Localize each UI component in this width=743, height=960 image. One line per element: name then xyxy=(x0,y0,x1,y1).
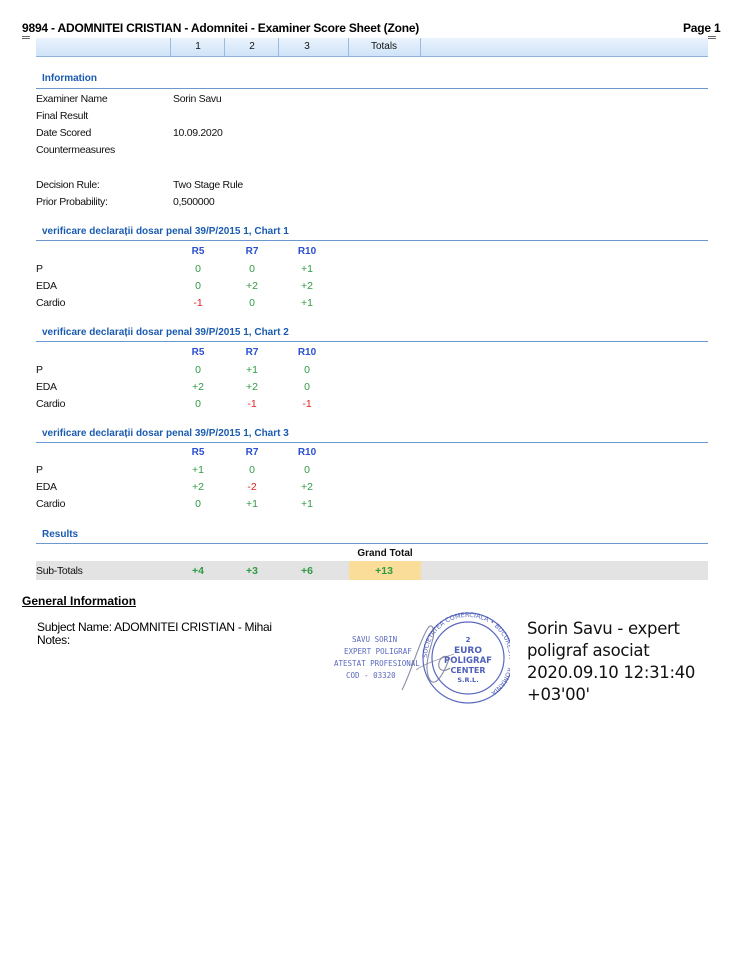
chart-3-score: 0 xyxy=(195,498,201,510)
chart-1-score: 0 xyxy=(195,280,201,292)
subtotals-label: Sub-Totals xyxy=(36,565,83,577)
chart-3-score: +2 xyxy=(301,481,313,493)
column-header-1: 1 xyxy=(195,41,201,52)
document-title: 9894 - ADOMNITEI CRISTIAN - Adomnitei - Examiner Score Sheet (Zone) xyxy=(22,21,420,35)
stamp-center-line: CENTER xyxy=(450,666,486,675)
section-divider xyxy=(36,88,708,89)
countermeasures-label: Countermeasures xyxy=(36,144,115,156)
prior-probability-value: 0,500000 xyxy=(173,196,215,208)
notes-label: Notes: xyxy=(37,633,70,647)
stamp-line: EXPERT POLIGRAF xyxy=(344,647,412,656)
chart-3-channel-cardio: Cardio xyxy=(36,498,66,510)
page-number: Page 1 xyxy=(683,21,721,35)
chart-2-question-r7: R7 xyxy=(245,347,259,358)
company-stamp xyxy=(332,610,510,706)
chart-3-question-r5: R5 xyxy=(191,447,205,458)
prior-probability-label: Prior Probability: xyxy=(36,196,108,208)
date-scored-label: Date Scored xyxy=(36,127,92,139)
section-divider xyxy=(36,240,708,241)
signature-line: +03'00' xyxy=(527,685,590,704)
chart-1-channel-cardio: Cardio xyxy=(36,297,66,309)
chart-1-question-r7: R7 xyxy=(245,246,259,257)
results-section-title: Results xyxy=(42,529,79,540)
column-header-2: 2 xyxy=(249,41,255,52)
chart-1-score: +1 xyxy=(301,263,313,275)
subtotal-r10: +6 xyxy=(301,565,313,577)
examiner-name-label: Examiner Name xyxy=(36,93,108,105)
section-divider xyxy=(36,341,708,342)
subtotal-r7: +3 xyxy=(246,565,258,577)
chart-2-score: 0 xyxy=(304,381,310,393)
stamp-line: COD - 03320 xyxy=(346,671,396,680)
stamp-center-line: S.R.L. xyxy=(457,676,479,684)
section-divider xyxy=(36,543,708,544)
signature-line: poligraf asociat xyxy=(527,641,650,660)
chart-2-score: 0 xyxy=(195,364,201,376)
decision-rule-label: Decision Rule: xyxy=(36,179,100,191)
chart-2-score: +1 xyxy=(246,364,258,376)
stamp-center-line: EURO xyxy=(453,646,483,656)
chart-2-score: 0 xyxy=(304,364,310,376)
chart-1-score: 0 xyxy=(249,297,255,309)
chart-3-score: 0 xyxy=(249,464,255,476)
chart-3-question-r10: R10 xyxy=(297,447,317,458)
chart-1-channel-p: P xyxy=(36,263,43,275)
final-result-label: Final Result xyxy=(36,110,88,122)
chart-2-score: 0 xyxy=(195,398,201,410)
chart-3-channel-p: P xyxy=(36,464,43,476)
right-double-rule-icon: ═ xyxy=(708,32,716,44)
chart-2-score: +2 xyxy=(192,381,204,393)
chart-3-score: +1 xyxy=(246,498,258,510)
date-scored-value: 10.09.2020 xyxy=(173,127,223,139)
information-section-title: Information xyxy=(42,73,97,84)
chart-3-score: -2 xyxy=(247,481,257,493)
stamp-line: ATESTAT PROFESIONAL xyxy=(334,659,420,668)
signature-line: Sorin Savu - expert xyxy=(527,619,680,638)
chart-1-question-r10: R10 xyxy=(297,246,317,257)
chart-1-score: 0 xyxy=(249,263,255,275)
chart-3-channel-eda: EDA xyxy=(36,481,57,493)
chart-1-channel-eda: EDA xyxy=(36,280,57,292)
chart-2-question-r5: R5 xyxy=(191,347,205,358)
column-header-totals: Totals xyxy=(370,41,398,52)
stamp-graphic xyxy=(332,610,510,706)
left-double-rule-icon: ═ xyxy=(22,32,30,44)
chart-1-score: 0 xyxy=(195,263,201,275)
chart-3-title: verificare declarații dosar penal 39/P/2015 1, Chart 3 xyxy=(42,428,289,439)
chart-2-score: -1 xyxy=(247,398,257,410)
chart-2-score: -1 xyxy=(302,398,312,410)
chart-2-score: +2 xyxy=(246,381,258,393)
general-information-title: General Information xyxy=(22,594,137,608)
chart-2-title: verificare declarații dosar penal 39/P/2015 1, Chart 2 xyxy=(42,327,289,338)
chart-1-score: -1 xyxy=(193,297,203,309)
chart-1-question-r5: R5 xyxy=(191,246,205,257)
grand-total-value: +13 xyxy=(375,565,393,577)
subject-name: Subject Name: ADOMNITEI CRISTIAN - Mihai xyxy=(37,620,272,634)
examiner-name-value: Sorin Savu xyxy=(173,93,222,105)
subtotal-r5: +4 xyxy=(192,565,204,577)
chart-2-question-r10: R10 xyxy=(297,347,317,358)
section-divider xyxy=(36,442,708,443)
chart-2-channel-eda: EDA xyxy=(36,381,57,393)
grand-total-label: Grand Total xyxy=(357,548,413,559)
chart-2-channel-cardio: Cardio xyxy=(36,398,66,410)
chart-1-score: +1 xyxy=(301,297,313,309)
stamp-line: SAVU SORIN xyxy=(352,635,398,644)
column-header-3: 3 xyxy=(304,41,310,52)
signature-line: 2020.09.10 12:31:40 xyxy=(527,663,696,682)
decision-rule-value: Two Stage Rule xyxy=(173,179,243,191)
digital-signature xyxy=(527,618,727,706)
stamp-center-line: POLIGRAF xyxy=(444,656,492,666)
stamp-ring-text: SOCIETATEA COMERCIALA • BUCU MANIA xyxy=(420,610,510,697)
chart-3-score: +1 xyxy=(192,464,204,476)
stamp-center-line: 2 xyxy=(465,636,471,644)
chart-2-channel-p: P xyxy=(36,364,43,376)
chart-3-score: 0 xyxy=(304,464,310,476)
chart-1-title: verificare declarații dosar penal 39/P/2015 1, Chart 1 xyxy=(42,226,289,237)
chart-3-question-r7: R7 xyxy=(245,447,259,458)
chart-1-score: +2 xyxy=(246,280,258,292)
chart-3-score: +2 xyxy=(192,481,204,493)
chart-3-score: +1 xyxy=(301,498,313,510)
chart-1-score: +2 xyxy=(301,280,313,292)
